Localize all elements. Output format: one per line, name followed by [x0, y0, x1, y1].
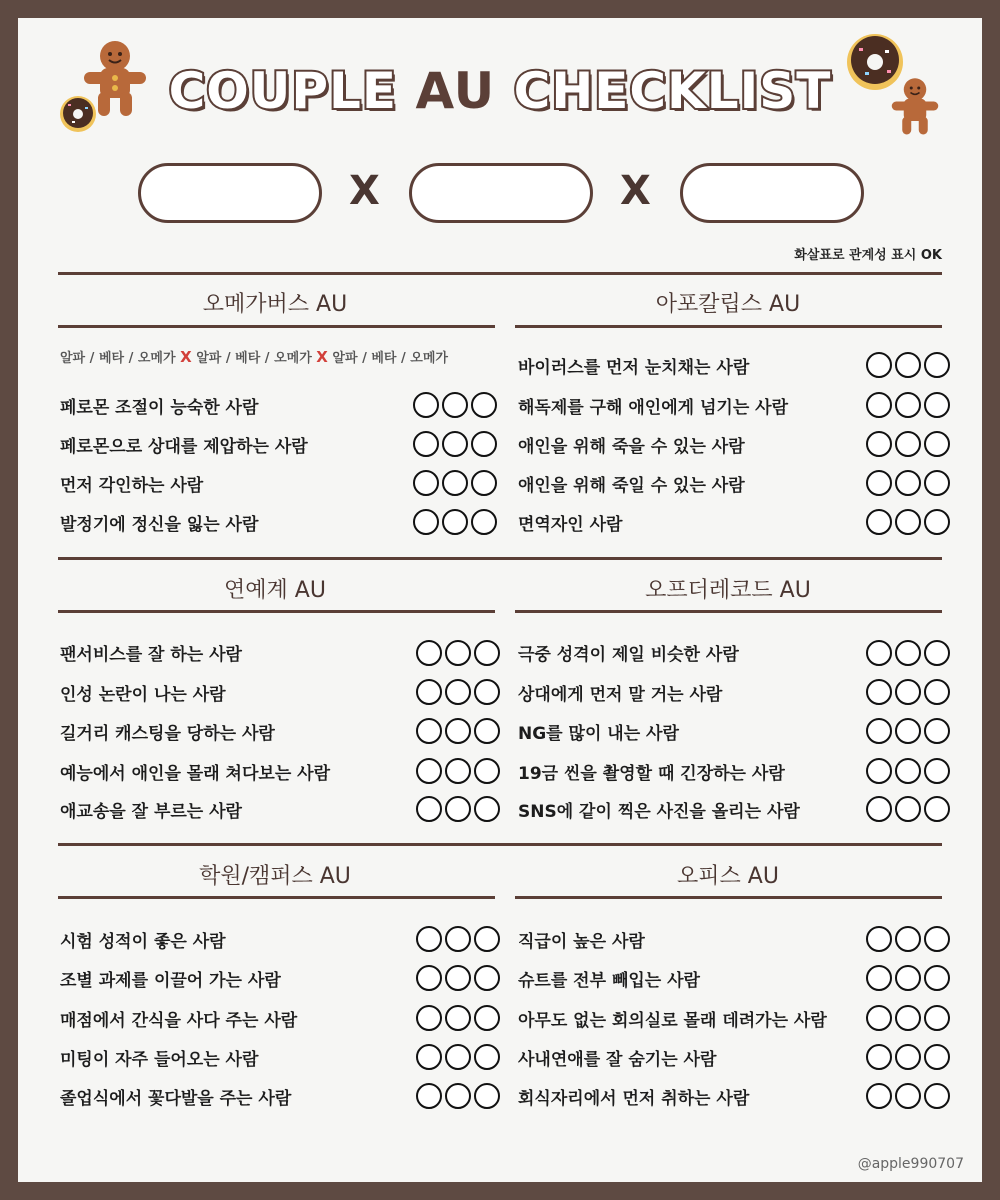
section-divider — [58, 843, 942, 846]
check-circles[interactable] — [866, 640, 953, 670]
section-title-offrecord: 오프더레코드 AU — [645, 578, 811, 603]
check-circle[interactable] — [866, 640, 892, 666]
check-circle[interactable] — [924, 758, 950, 784]
check-circle[interactable] — [445, 718, 471, 744]
checklist-item: 바이러스를 먼저 눈치채는 사람 — [518, 358, 750, 378]
section-divider — [58, 557, 942, 560]
check-circles[interactable] — [416, 1044, 503, 1074]
checklist-item: 먼저 각인하는 사람 — [60, 476, 204, 496]
check-circle[interactable] — [471, 431, 497, 457]
section-underline — [515, 896, 942, 899]
check-circles[interactable] — [413, 431, 500, 461]
checklist-item: 면역자인 사람 — [518, 515, 623, 535]
check-circles[interactable] — [416, 926, 503, 956]
title-word-au: AU — [415, 62, 496, 120]
checklist-item: 사내연애를 잘 숨기는 사람 — [518, 1050, 717, 1070]
check-circle[interactable] — [895, 965, 921, 991]
check-circle[interactable] — [445, 926, 471, 952]
check-circle[interactable] — [895, 758, 921, 784]
section-title-entertainment: 연예계 AU — [224, 578, 326, 603]
check-circle[interactable] — [895, 431, 921, 457]
check-circle[interactable] — [471, 392, 497, 418]
check-circle[interactable] — [866, 509, 892, 535]
check-circles[interactable] — [413, 470, 500, 500]
section-divider — [58, 272, 942, 275]
check-circles[interactable] — [866, 431, 953, 461]
check-circle[interactable] — [924, 1044, 950, 1070]
check-circle[interactable] — [866, 352, 892, 378]
checklist-item: 페로몬 조절이 능숙한 사람 — [60, 398, 259, 418]
role-beta[interactable]: 베타 — [235, 351, 261, 366]
section-title-omegaverse: 오메가버스 AU — [202, 292, 348, 317]
page-title — [0, 62, 1000, 120]
role-beta[interactable]: 베타 — [98, 351, 125, 366]
check-circle[interactable] — [442, 509, 468, 535]
check-circle[interactable] — [416, 679, 442, 705]
check-circle[interactable] — [442, 470, 468, 496]
checklist-item: 해독제를 구해 애인에게 넘기는 사람 — [518, 398, 789, 418]
checklist-item: SNS에 같이 찍은 사진을 올리는 사람 — [518, 802, 800, 822]
check-circle[interactable] — [924, 431, 950, 457]
check-circle[interactable] — [416, 926, 442, 952]
section-underline — [58, 896, 495, 899]
x-separator-2: X — [620, 168, 651, 214]
check-circle[interactable] — [445, 640, 471, 666]
name-input-1[interactable] — [138, 163, 322, 223]
checklist-item: 19금 씬을 촬영할 때 긴장하는 사람 — [518, 764, 785, 784]
check-circle[interactable] — [474, 640, 500, 666]
check-circle[interactable] — [895, 1005, 921, 1031]
section-underline — [515, 325, 942, 328]
check-circle[interactable] — [474, 965, 500, 991]
check-circle[interactable] — [474, 718, 500, 744]
section-title-campus: 학원/캠퍼스 AU — [199, 864, 351, 889]
check-circle[interactable] — [471, 509, 497, 535]
check-circles[interactable] — [866, 392, 953, 422]
section-underline — [58, 325, 495, 328]
check-circle[interactable] — [895, 392, 921, 418]
check-circles[interactable] — [416, 640, 503, 670]
check-circle[interactable] — [413, 470, 439, 496]
check-circle[interactable] — [924, 796, 950, 822]
checklist-item: 직급이 높은 사람 — [518, 932, 645, 952]
check-circle[interactable] — [895, 1083, 921, 1109]
checklist-item: 시험 성적이 좋은 사람 — [60, 932, 226, 952]
role-beta[interactable]: 베타 — [371, 351, 397, 366]
check-circle[interactable] — [445, 679, 471, 705]
checklist-item: 졸업식에서 꽃다발을 주는 사람 — [60, 1089, 292, 1109]
checklist-item: 발정기에 정신을 잃는 사람 — [60, 515, 259, 535]
check-circle[interactable] — [445, 1005, 471, 1031]
check-circles[interactable] — [416, 679, 503, 709]
check-circle[interactable] — [895, 509, 921, 535]
check-circle[interactable] — [416, 1044, 442, 1070]
role-x: X — [180, 348, 192, 366]
check-circle[interactable] — [895, 1044, 921, 1070]
check-circle[interactable] — [895, 352, 921, 378]
check-circle[interactable] — [413, 431, 439, 457]
section-title-office: 오피스 AU — [677, 864, 779, 889]
check-circle[interactable] — [924, 926, 950, 952]
check-circles[interactable] — [416, 1005, 503, 1035]
check-circle[interactable] — [445, 1044, 471, 1070]
check-circle[interactable] — [924, 1083, 950, 1109]
title-word-couple: COUPLE — [168, 62, 398, 120]
checklist-item: 상대에게 먼저 말 거는 사람 — [518, 685, 723, 705]
check-circles[interactable] — [866, 509, 953, 539]
check-circle[interactable] — [866, 758, 892, 784]
check-circle[interactable] — [866, 470, 892, 496]
checklist-item: 슈트를 전부 빼입는 사람 — [518, 971, 700, 991]
role-selector: 알파 / 베타 / 오메가 X 알파 / 베타 / 오메가 X 알파 / 베타 / 오메가 — [60, 348, 448, 366]
check-circle[interactable] — [474, 796, 500, 822]
check-circles[interactable] — [866, 1083, 953, 1113]
section-title-apocalypse: 아포칼립스 AU — [655, 292, 801, 317]
check-circle[interactable] — [445, 1083, 471, 1109]
check-circles[interactable] — [866, 718, 953, 748]
check-circles[interactable] — [416, 758, 503, 788]
check-circle[interactable] — [474, 1005, 500, 1031]
check-circle[interactable] — [924, 965, 950, 991]
check-circle[interactable] — [416, 758, 442, 784]
check-circles[interactable] — [866, 796, 953, 826]
checklist-item: 예능에서 애인을 몰래 쳐다보는 사람 — [60, 764, 331, 784]
check-circle[interactable] — [866, 1044, 892, 1070]
check-circle[interactable] — [471, 470, 497, 496]
check-circle[interactable] — [474, 758, 500, 784]
checklist-item: 아무도 없는 회의실로 몰래 데려가는 사람 — [518, 1011, 827, 1031]
check-circles[interactable] — [866, 1044, 953, 1074]
checklist-item: 팬서비스를 잘 하는 사람 — [60, 645, 242, 665]
check-circle[interactable] — [924, 392, 950, 418]
check-circles[interactable] — [866, 1005, 953, 1035]
role-omega[interactable]: 오메가 — [410, 351, 448, 366]
check-circle[interactable] — [474, 1044, 500, 1070]
check-circle[interactable] — [895, 718, 921, 744]
check-circle[interactable] — [413, 392, 439, 418]
check-circle[interactable] — [895, 796, 921, 822]
check-circles[interactable] — [866, 965, 953, 995]
check-circles[interactable] — [866, 679, 953, 709]
check-circle[interactable] — [474, 926, 500, 952]
check-circle[interactable] — [416, 640, 442, 666]
check-circle[interactable] — [445, 796, 471, 822]
check-circle[interactable] — [442, 431, 468, 457]
checklist-item: 페로몬으로 상대를 제압하는 사람 — [60, 437, 308, 457]
arrow-note: 화살표로 관계성 표시 OK — [794, 248, 942, 263]
author-credit: @apple990707 — [857, 1156, 964, 1172]
check-circle[interactable] — [416, 718, 442, 744]
check-circles[interactable] — [413, 392, 500, 422]
checklist-item: 인성 논란이 나는 사람 — [60, 685, 226, 705]
check-circle[interactable] — [416, 1005, 442, 1031]
checklist-item: 길거리 캐스팅을 당하는 사람 — [60, 724, 275, 744]
check-circle[interactable] — [924, 679, 950, 705]
checklist-item: 애인을 위해 죽을 수 있는 사람 — [518, 437, 745, 457]
check-circle[interactable] — [445, 965, 471, 991]
check-circle[interactable] — [442, 392, 468, 418]
check-circle[interactable] — [445, 758, 471, 784]
check-circle[interactable] — [895, 679, 921, 705]
check-circle[interactable] — [924, 718, 950, 744]
check-circle[interactable] — [924, 509, 950, 535]
check-circle[interactable] — [895, 470, 921, 496]
check-circle[interactable] — [416, 965, 442, 991]
check-circle[interactable] — [866, 1005, 892, 1031]
check-circles[interactable] — [416, 718, 503, 748]
check-circle[interactable] — [413, 509, 439, 535]
check-circle[interactable] — [924, 1005, 950, 1031]
check-circle[interactable] — [416, 796, 442, 822]
role-omega[interactable]: 오메가 — [137, 351, 176, 366]
checklist-item: 애인을 위해 죽일 수 있는 사람 — [518, 476, 745, 496]
check-circle[interactable] — [866, 965, 892, 991]
role-alpha[interactable]: 알파 — [196, 351, 222, 366]
check-circles[interactable] — [866, 470, 953, 500]
title-word-checklist: CHECKLIST — [513, 62, 832, 120]
check-circle[interactable] — [866, 392, 892, 418]
check-circle[interactable] — [474, 679, 500, 705]
check-circle[interactable] — [866, 796, 892, 822]
check-circles[interactable] — [866, 352, 953, 382]
name-input-2[interactable] — [409, 163, 593, 223]
checklist-item: 매점에서 간식을 사다 주는 사람 — [60, 1011, 298, 1031]
section-underline — [515, 610, 942, 613]
check-circle[interactable] — [924, 640, 950, 666]
check-circle[interactable] — [866, 1083, 892, 1109]
check-circles[interactable] — [416, 965, 503, 995]
section-underline — [58, 610, 495, 613]
check-circle[interactable] — [924, 470, 950, 496]
check-circle[interactable] — [866, 679, 892, 705]
check-circle[interactable] — [866, 718, 892, 744]
check-circle[interactable] — [895, 640, 921, 666]
check-circle[interactable] — [895, 926, 921, 952]
checklist-item: 미팅이 자주 들어오는 사람 — [60, 1050, 259, 1070]
check-circles[interactable] — [413, 509, 500, 539]
check-circle[interactable] — [866, 431, 892, 457]
role-alpha[interactable]: 알파 — [60, 351, 86, 366]
role-x: X — [316, 348, 328, 366]
role-alpha[interactable]: 알파 — [332, 351, 358, 366]
checklist-item: NG를 많이 내는 사람 — [518, 724, 679, 744]
check-circles[interactable] — [416, 796, 503, 826]
checklist-item: 회식자리에서 먼저 취하는 사람 — [518, 1089, 750, 1109]
check-circles[interactable] — [416, 1083, 503, 1113]
x-separator-1: X — [349, 168, 380, 214]
checklist-item: 극중 성격이 제일 비슷한 사람 — [518, 645, 739, 665]
name-input-3[interactable] — [680, 163, 864, 223]
check-circle[interactable] — [924, 352, 950, 378]
check-circle[interactable] — [474, 1083, 500, 1109]
check-circles[interactable] — [866, 926, 953, 956]
checklist-item: 애교송을 잘 부르는 사람 — [60, 802, 242, 822]
role-omega[interactable]: 오메가 — [274, 351, 312, 366]
check-circle[interactable] — [866, 926, 892, 952]
checklist-item: 조별 과제를 이끌어 가는 사람 — [60, 971, 281, 991]
check-circles[interactable] — [866, 758, 953, 788]
check-circle[interactable] — [416, 1083, 442, 1109]
